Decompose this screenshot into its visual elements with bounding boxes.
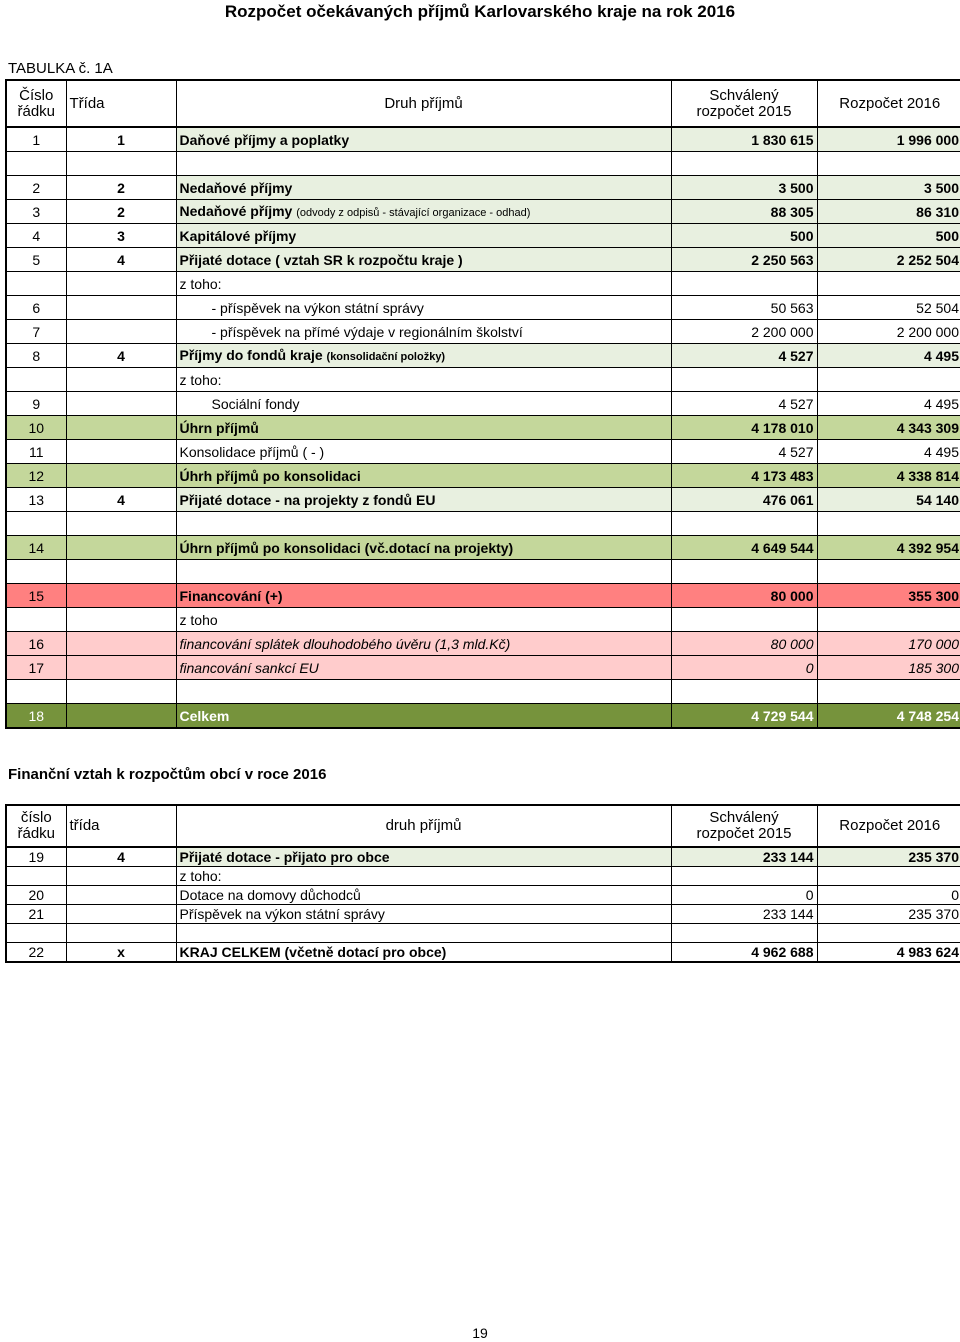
table-row: 4 3 Kapitálové příjmy 500 500 [6, 224, 960, 248]
table-row: 8 4 Příjmy do fondů kraje (konsolidační položky) 4 527 4 495 [6, 344, 960, 368]
table-row: 2 2 Nedaňové příjmy 3 500 3 500 [6, 176, 960, 200]
table-row: 3 2 Nedaňové příjmy (odvody z odpisů - stávající organizace - odhad) 88 305 86 310 [6, 200, 960, 224]
header-class: Třída [66, 80, 176, 127]
table-row: 1 1 Daňové příjmy a poplatky 1 830 615 1 996 000 [6, 127, 960, 152]
page-title: Rozpočet očekávaných příjmů Karlovarského kraje na rok 2016 [224, 2, 736, 21]
table-row: 5 4 Přijaté dotace ( vztah SR k rozpočtu kraje ) 2 250 563 2 252 504 [6, 248, 960, 272]
header-class: třída [66, 805, 176, 847]
header-row-number: číslo řádku [6, 805, 66, 847]
table-row: 7 - příspěvek na přímé výdaje v regionálním školství 2 200 000 2 200 000 [6, 320, 960, 344]
page-number: 19 [472, 1325, 488, 1341]
table-row-total: 18 Celkem 4 729 544 4 748 254 [6, 704, 960, 729]
table-row: 13 4 Přijaté dotace - na projekty z fondů EU 476 061 54 140 [6, 488, 960, 512]
table-row: 21 Příspěvek na výkon státní správy 233 144 235 370 [6, 905, 960, 924]
table-row: z toho: [6, 368, 960, 392]
table-row: z toho: [6, 272, 960, 296]
header-approved-2015: Schválený rozpočet 2015 [671, 80, 817, 127]
header-budget-2016: Rozpočet 2016 [817, 805, 960, 847]
table-row: z toho: [6, 867, 960, 886]
income-table [5, 79, 960, 729]
table-header [6, 805, 960, 847]
header-row-number: Číslo řádku [6, 80, 66, 127]
header-budget-2016: Rozpočet 2016 [817, 80, 960, 127]
header-approved-2015: Schválený rozpočet 2015 [671, 805, 817, 847]
section-title: Finanční vztah k rozpočtům obcí v roce 2016 [8, 766, 327, 783]
table-row: z toho [6, 608, 960, 632]
table-row: 15 Financování (+) 80 000 355 300 [6, 584, 960, 608]
table-row: 19 4 Přijaté dotace - přijato pro obce 233 144 235 370 [6, 847, 960, 867]
table-row: 12 Úhrh příjmů po konsolidaci 4 173 483 4 338 814 [6, 464, 960, 488]
municipal-table [5, 804, 960, 963]
table-label: TABULKA č. 1A [8, 60, 113, 77]
table-row: 20 Dotace na domovy důchodců 0 0 [6, 886, 960, 905]
table-row: 10 Úhrn příjmů 4 178 010 4 343 309 [6, 416, 960, 440]
table-row: 9 Sociální fondy 4 527 4 495 [6, 392, 960, 416]
header-income-type: druh příjmů [176, 805, 671, 847]
header-income-type: Druh příjmů [176, 80, 671, 127]
table-header [6, 80, 960, 127]
table-row: 11 Konsolidace příjmů ( - ) 4 527 4 495 [6, 440, 960, 464]
table-row-total: 22 x KRAJ CELKEM (včetně dotací pro obce) 4 962 688 4 983 624 [6, 943, 960, 963]
table-row: 16 financování splátek dlouhodobého úvěru (1,3 mld.Kč) 80 000 170 000 [6, 632, 960, 656]
table-row: 6 - příspěvek na výkon státní správy 50 563 52 504 [6, 296, 960, 320]
table-row: 17 financování sankcí EU 0 185 300 [6, 656, 960, 680]
table-row: 14 Úhrn příjmů po konsolidaci (vč.dotací na projekty) 4 649 544 4 392 954 [6, 536, 960, 560]
